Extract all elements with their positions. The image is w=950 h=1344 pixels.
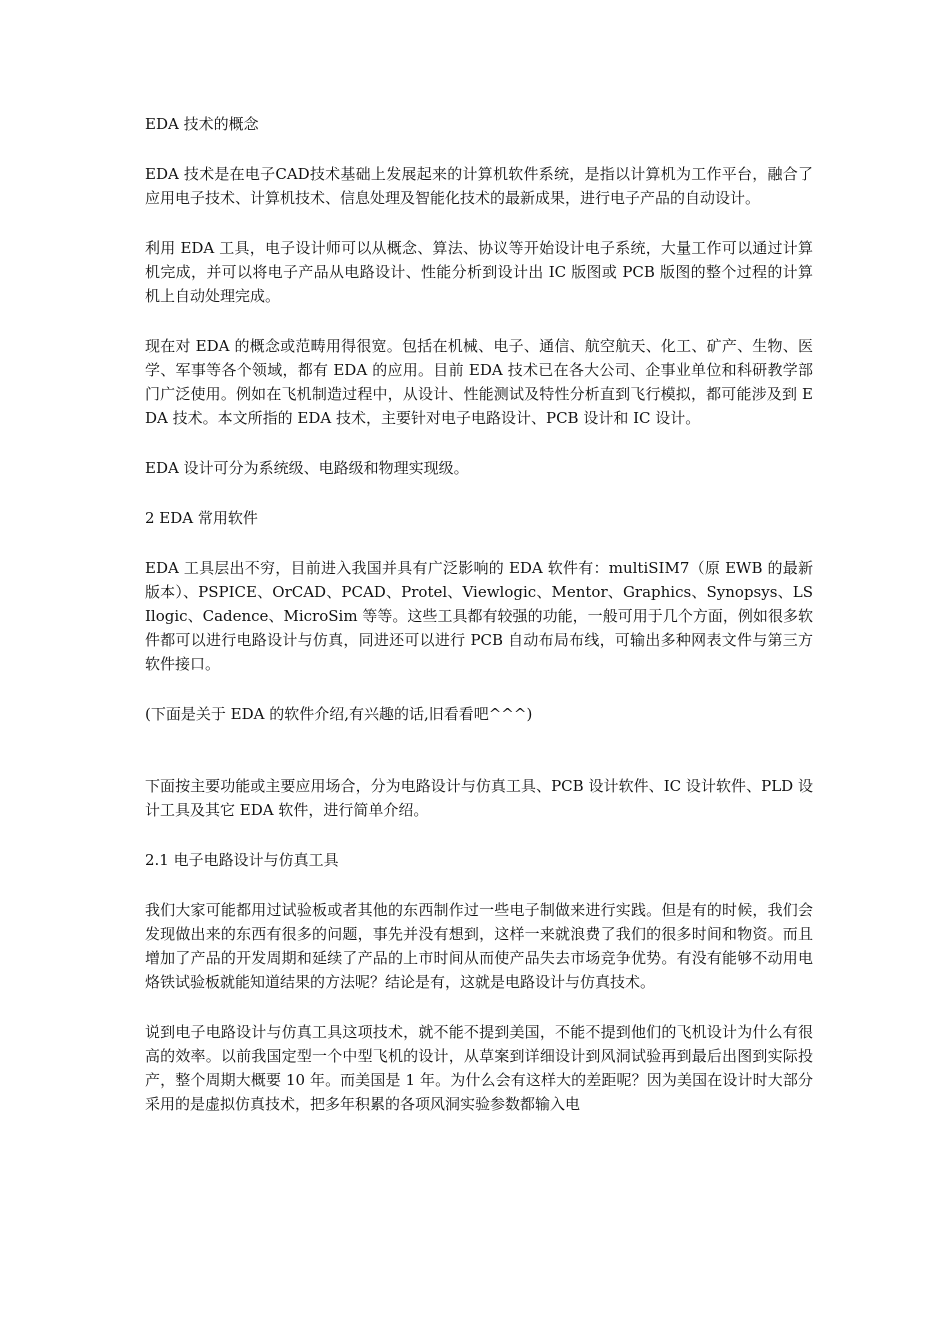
paragraph-eda-scope: 现在对 EDA 的概念或范畴用得很宽。包括在机械、电子、通信、航空航天、化工、矿产、生物、医学、军事等各个领域，都有 EDA 的应用。目前 EDA 技术已在各大公司、企事业单位和科研教学部门广泛使用。例如在飞机制造过程中，从设计、性能测试及特性分析直到飞行模拟，都可能涉及到 EDA 技术。本文所指的 EDA 技术，主要针对电子电路设计、PCB 设计和 IC 设计。 xyxy=(145,337,813,427)
paragraph-aircraft-example: 说到电子电路设计与仿真工具这项技术，就不能不提到美国，不能不提到他们的飞机设计为什么有很高的效率。以前我国定型一个中型飞机的设计，从草案到详细设计到风洞试验再到最后出图到实际投产，整个周期大概要 10 年。而美国是 1 年。为什么会有这样大的差距呢？因为美国在设计时大部分采用的是虚拟仿真技术，把多年积累的各项风洞实验参数都输入电 xyxy=(145,1023,813,1113)
paragraph-categories: 下面按主要功能或主要应用场合，分为电路设计与仿真工具、PCB 设计软件、IC 设计软件、PLD 设计工具及其它 EDA 软件，进行简单介绍。 xyxy=(145,777,813,819)
section-heading-circuit-simulation: 2.1 电子电路设计与仿真工具 xyxy=(145,851,339,869)
section-heading-eda-concept: EDA 技术的概念 xyxy=(145,115,259,133)
paragraph-eda-definition: EDA 技术是在电子CAD技术基础上发展起来的计算机软件系统，是指以计算机为工作平台，融合了应用电子技术、计算机技术、信息处理及智能化技术的最新成果，进行电子产品的自动设计。 xyxy=(145,165,813,207)
section-heading-common-software: 2 EDA 常用软件 xyxy=(145,509,258,527)
paragraph-simulation-motivation: 我们大家可能都用过试验板或者其他的东西制作过一些电子制做来进行实践。但是有的时候，我们会发现做出来的东西有很多的问题，事先并没有想到，这样一来就浪费了我们的很多时间和物资。而且增加了产品的开发周期和延续了产品的上市时间从而使产品失去市场竞争优势。有没有能够不动用电烙铁试验板就能知道结果的方法呢？结论是有，这就是电路设计与仿真技术。 xyxy=(145,901,813,991)
paragraph-eda-tools-usage: 利用 EDA 工具，电子设计师可以从概念、算法、协议等开始设计电子系统，大量工作可以通过计算机完成，并可以将电子产品从电路设计、性能分析到设计出 IC 版图或 PCB 版图的整个过程的计算机上自动处理完成。 xyxy=(145,239,813,305)
paragraph-software-list: EDA 工具层出不穷，目前进入我国并具有广泛影响的 EDA 软件有：multiSIM7（原 EWB 的最新版本）、PSPICE、OrCAD、PCAD、Protel、Viewlogic、Mentor、Graphics、Synopsys、LSIlogic、Cadence、MicroSim 等等。这些工具都有较强的功能，一般可用于几个方面，例如很多软件都可以进行电路设计与仿真，同进还可以进行 PCB 自动布局布线，可输出多种网表文件与第三方软件接口。 xyxy=(145,559,813,673)
paragraph-eda-design-levels: EDA 设计可分为系统级、电路级和物理实现级。 xyxy=(145,459,469,477)
paragraph-software-intro-note: (下面是关于 EDA 的软件介绍,有兴趣的话,旧看看吧^^^) xyxy=(145,705,533,723)
document-page xyxy=(145,112,813,1116)
